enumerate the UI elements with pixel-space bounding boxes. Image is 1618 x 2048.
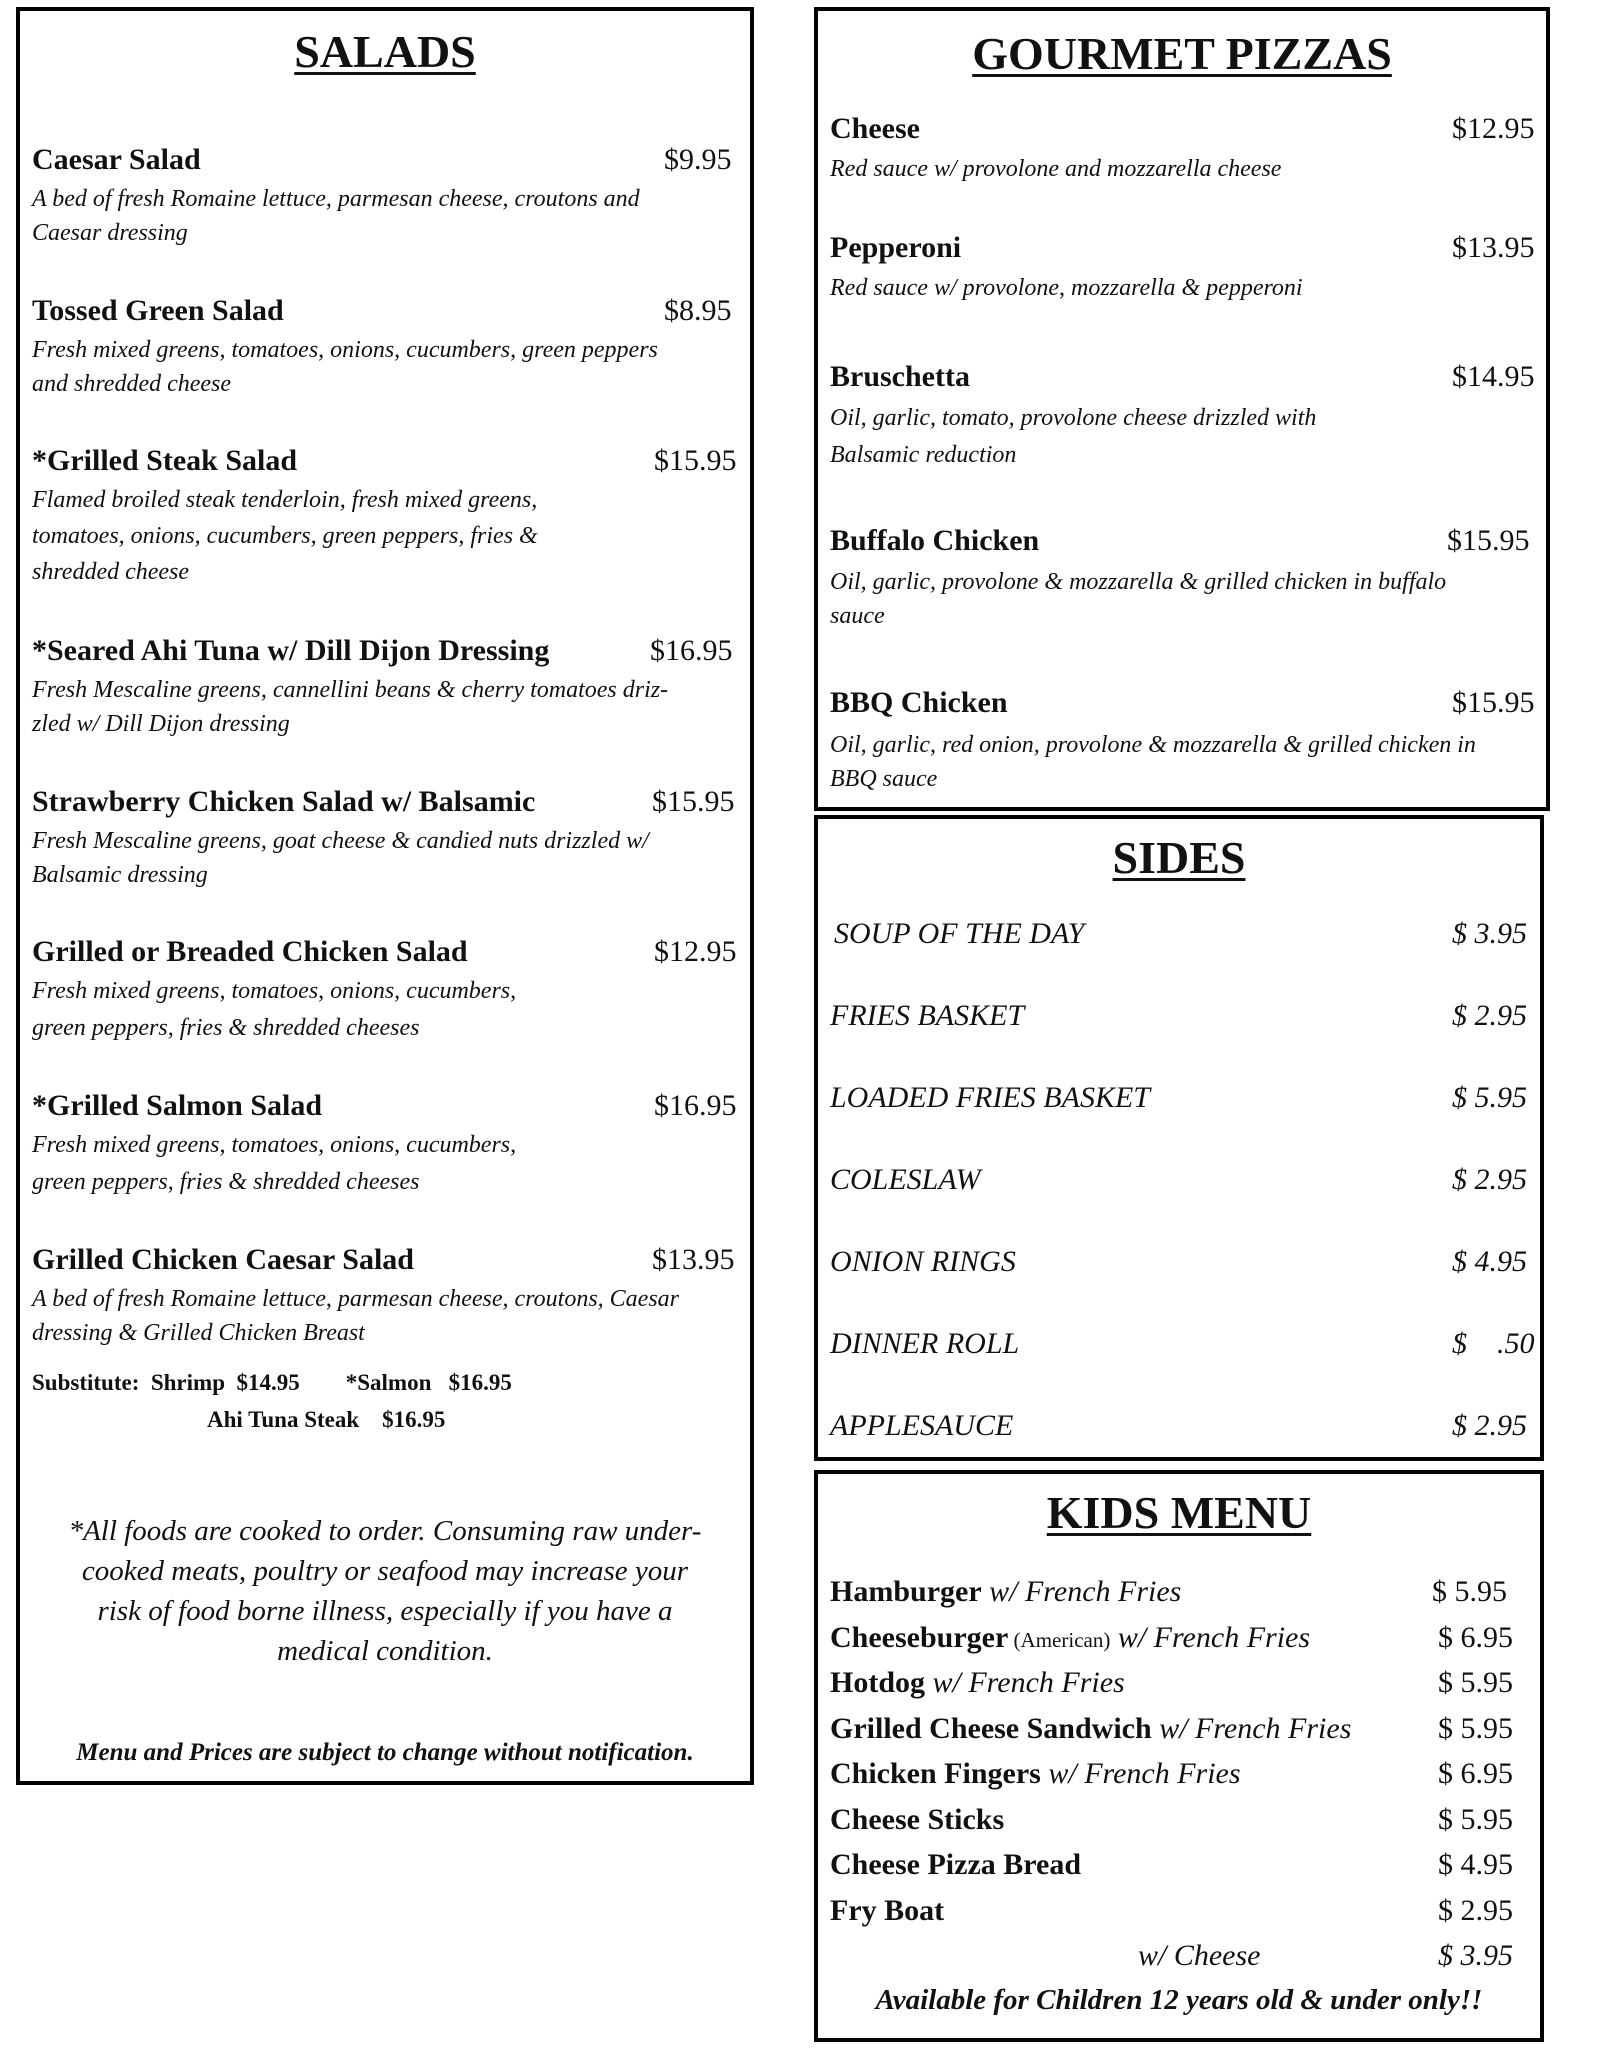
side-item-price: $ 2.95 (1452, 999, 1527, 1032)
kids-item-price: $ 5.95 (1432, 1575, 1507, 1608)
item-desc-line: Fresh Mescaline greens, cannellini beans & cherry tomatoes driz- (32, 677, 669, 703)
kids-item-side: w/ French Fries (1151, 1712, 1352, 1745)
kids-item-price: $ 4.95 (1438, 1848, 1513, 1881)
fry-boat-cheese-price: $ 3.95 (1438, 1939, 1513, 1972)
side-item-price: $ .50 (1452, 1327, 1535, 1360)
item-price: $15.95 (652, 785, 735, 818)
side-item-name: DINNER ROLL (830, 1327, 1020, 1360)
fry-boat-cheese-option: w/ Cheese (1138, 1939, 1261, 1972)
kids-menu-title: KIDS MENU (1046, 1487, 1312, 1538)
kids-item-side: w/ French Fries (925, 1666, 1125, 1699)
substitute-options-ahi: Ahi Tuna Steak $16.95 (207, 1407, 446, 1432)
kids-item (830, 1666, 1125, 1700)
item-price: $15.95 (1447, 524, 1530, 557)
kids-item-name: Cheeseburger (830, 1621, 1009, 1654)
item-desc-line: and shredded cheese (32, 371, 232, 397)
kids-item-price: $ 5.95 (1438, 1712, 1513, 1745)
item-price: $15.95 (1452, 686, 1535, 719)
warning-line: cooked meats, poultry or seafood may increase your (81, 1555, 689, 1587)
item-desc-line: Red sauce w/ provolone and mozzarella cheese (830, 156, 1282, 182)
sides-title: SIDES (1112, 832, 1246, 883)
item-name: *Grilled Salmon Salad (32, 1089, 323, 1122)
kids-item-name: Cheese Sticks (830, 1803, 1005, 1836)
kids-item (830, 1757, 1241, 1791)
kids-item-price: $ 2.95 (1438, 1894, 1513, 1927)
warning-line: risk of food borne illness, especially if you have a (97, 1595, 673, 1627)
kids-item-name: Hamburger (830, 1575, 982, 1608)
sides-section (814, 815, 1544, 1461)
item-desc-line: Fresh Mescaline greens, goat cheese & candied nuts drizzled w/ (32, 828, 649, 854)
item-desc-line: Fresh mixed greens, tomatoes, onions, cucumbers, (32, 978, 517, 1004)
item-price: $8.95 (664, 294, 732, 327)
substitute-options: Substitute: Shrimp $14.95 *Salmon $16.95 (32, 1370, 512, 1395)
side-item-price: $ 3.95 (1452, 917, 1527, 950)
item-desc-line: Balsamic dressing (32, 862, 208, 888)
kids-item-side: w/ French Fries (1110, 1621, 1311, 1654)
side-item-price: $ 4.95 (1452, 1245, 1527, 1278)
item-desc-line: BBQ sauce (830, 766, 938, 792)
item-desc-line: Oil, garlic, red onion, provolone & mozzarella & grilled chicken in (830, 732, 1476, 758)
side-item-price: $ 2.95 (1452, 1163, 1527, 1196)
item-desc-line: A bed of fresh Romaine lettuce, parmesan cheese, croutons, Caesar (32, 1286, 679, 1312)
item-desc-line: green peppers, fries & shredded cheeses (32, 1169, 420, 1195)
item-name: *Seared Ahi Tuna w/ Dill Dijon Dressing (32, 634, 550, 667)
kids-availability-note: Available for Children 12 years old & under only!! (875, 1984, 1483, 2016)
item-desc-line: A bed of fresh Romaine lettuce, parmesan cheese, croutons and (32, 186, 640, 212)
warning-line: *All foods are cooked to order. Consuming raw under- (68, 1515, 702, 1547)
kids-item-name: Fry Boat (830, 1894, 945, 1927)
item-price: $13.95 (1452, 231, 1535, 264)
item-name: Grilled Chicken Caesar Salad (32, 1243, 414, 1276)
side-item-name: SOUP OF THE DAY (834, 917, 1085, 950)
item-desc-line: tomatoes, onions, cucumbers, green peppers, fries & (32, 523, 538, 549)
item-price: $12.95 (1452, 112, 1535, 145)
kids-item-price: $ 5.95 (1438, 1666, 1513, 1699)
item-desc-line: Caesar dressing (32, 220, 188, 246)
item-desc-line: zled w/ Dill Dijon dressing (32, 711, 290, 737)
side-item-name: ONION RINGS (830, 1245, 1016, 1278)
item-name: Grilled or Breaded Chicken Salad (32, 935, 468, 968)
salads-title: SALADS (294, 26, 476, 77)
item-name: Buffalo Chicken (830, 524, 1040, 557)
warning-line: medical condition. (277, 1635, 493, 1667)
item-desc-line: green peppers, fries & shredded cheeses (32, 1015, 420, 1041)
item-desc-line: dressing & Grilled Chicken Breast (32, 1320, 365, 1346)
kids-item (830, 1621, 1310, 1655)
item-name: Caesar Salad (32, 143, 201, 176)
kids-item-price: $ 6.95 (1438, 1621, 1513, 1654)
kids-menu-section (814, 1470, 1544, 2042)
price-change-notice: Menu and Prices are subject to change without notification. (76, 1739, 694, 1766)
item-desc-line: Flamed broiled steak tenderloin, fresh mixed greens, (32, 487, 538, 513)
side-item-name: LOADED FRIES BASKET (830, 1081, 1150, 1114)
item-desc-line: Fresh mixed greens, tomatoes, onions, cucumbers, (32, 1132, 517, 1158)
item-name: Bruschetta (830, 360, 970, 393)
kids-item-name: Hotdog (830, 1666, 926, 1699)
kids-item-side: w/ French Fries (981, 1575, 1182, 1608)
item-desc-line: shredded cheese (32, 559, 190, 585)
item-price: $16.95 (654, 1089, 737, 1122)
item-name: Strawberry Chicken Salad w/ Balsamic (32, 785, 536, 818)
kids-item-note: (American) (1008, 1628, 1111, 1652)
kids-item-name: Chicken Fingers (830, 1757, 1041, 1790)
item-price: $9.95 (664, 143, 732, 176)
item-desc-line: Oil, garlic, tomato, provolone cheese drizzled with (830, 405, 1317, 431)
item-desc-line: sauce (830, 603, 885, 629)
item-name: BBQ Chicken (830, 686, 1008, 719)
item-price: $15.95 (654, 444, 737, 477)
kids-item-name: Cheese Pizza Bread (830, 1848, 1082, 1881)
item-desc-line: Balsamic reduction (830, 442, 1017, 468)
kids-item (830, 1712, 1351, 1746)
item-name: *Grilled Steak Salad (32, 444, 298, 477)
pizzas-title: GOURMET PIZZAS (972, 28, 1392, 79)
kids-item-price: $ 6.95 (1438, 1757, 1513, 1790)
pizzas-section (814, 7, 1550, 811)
side-item-name: FRIES BASKET (830, 999, 1025, 1032)
item-price: $12.95 (654, 935, 737, 968)
item-price: $14.95 (1452, 360, 1535, 393)
item-name: Tossed Green Salad (32, 294, 284, 327)
item-desc-line: Fresh mixed greens, tomatoes, onions, cucumbers, green peppers (32, 337, 658, 363)
item-name: Pepperoni (830, 231, 962, 264)
side-item-price: $ 5.95 (1452, 1081, 1527, 1114)
kids-item (830, 1575, 1181, 1609)
item-price: $13.95 (652, 1243, 735, 1276)
side-item-price: $ 2.95 (1452, 1409, 1527, 1442)
item-name: Cheese (830, 112, 920, 145)
item-desc-line: Oil, garlic, provolone & mozzarella & grilled chicken in buffalo (830, 569, 1447, 595)
kids-item-price: $ 5.95 (1438, 1803, 1513, 1836)
item-desc-line: Red sauce w/ provolone, mozzarella & pepperoni (830, 275, 1303, 301)
kids-item-side: w/ French Fries (1040, 1757, 1241, 1790)
kids-item-name: Grilled Cheese Sandwich (830, 1712, 1152, 1745)
food-safety-warning (20, 1511, 750, 1671)
salads-section (16, 7, 754, 1785)
side-item-name: COLESLAW (830, 1163, 981, 1196)
side-item-name: APPLESAUCE (830, 1409, 1014, 1442)
item-price: $16.95 (650, 634, 733, 667)
